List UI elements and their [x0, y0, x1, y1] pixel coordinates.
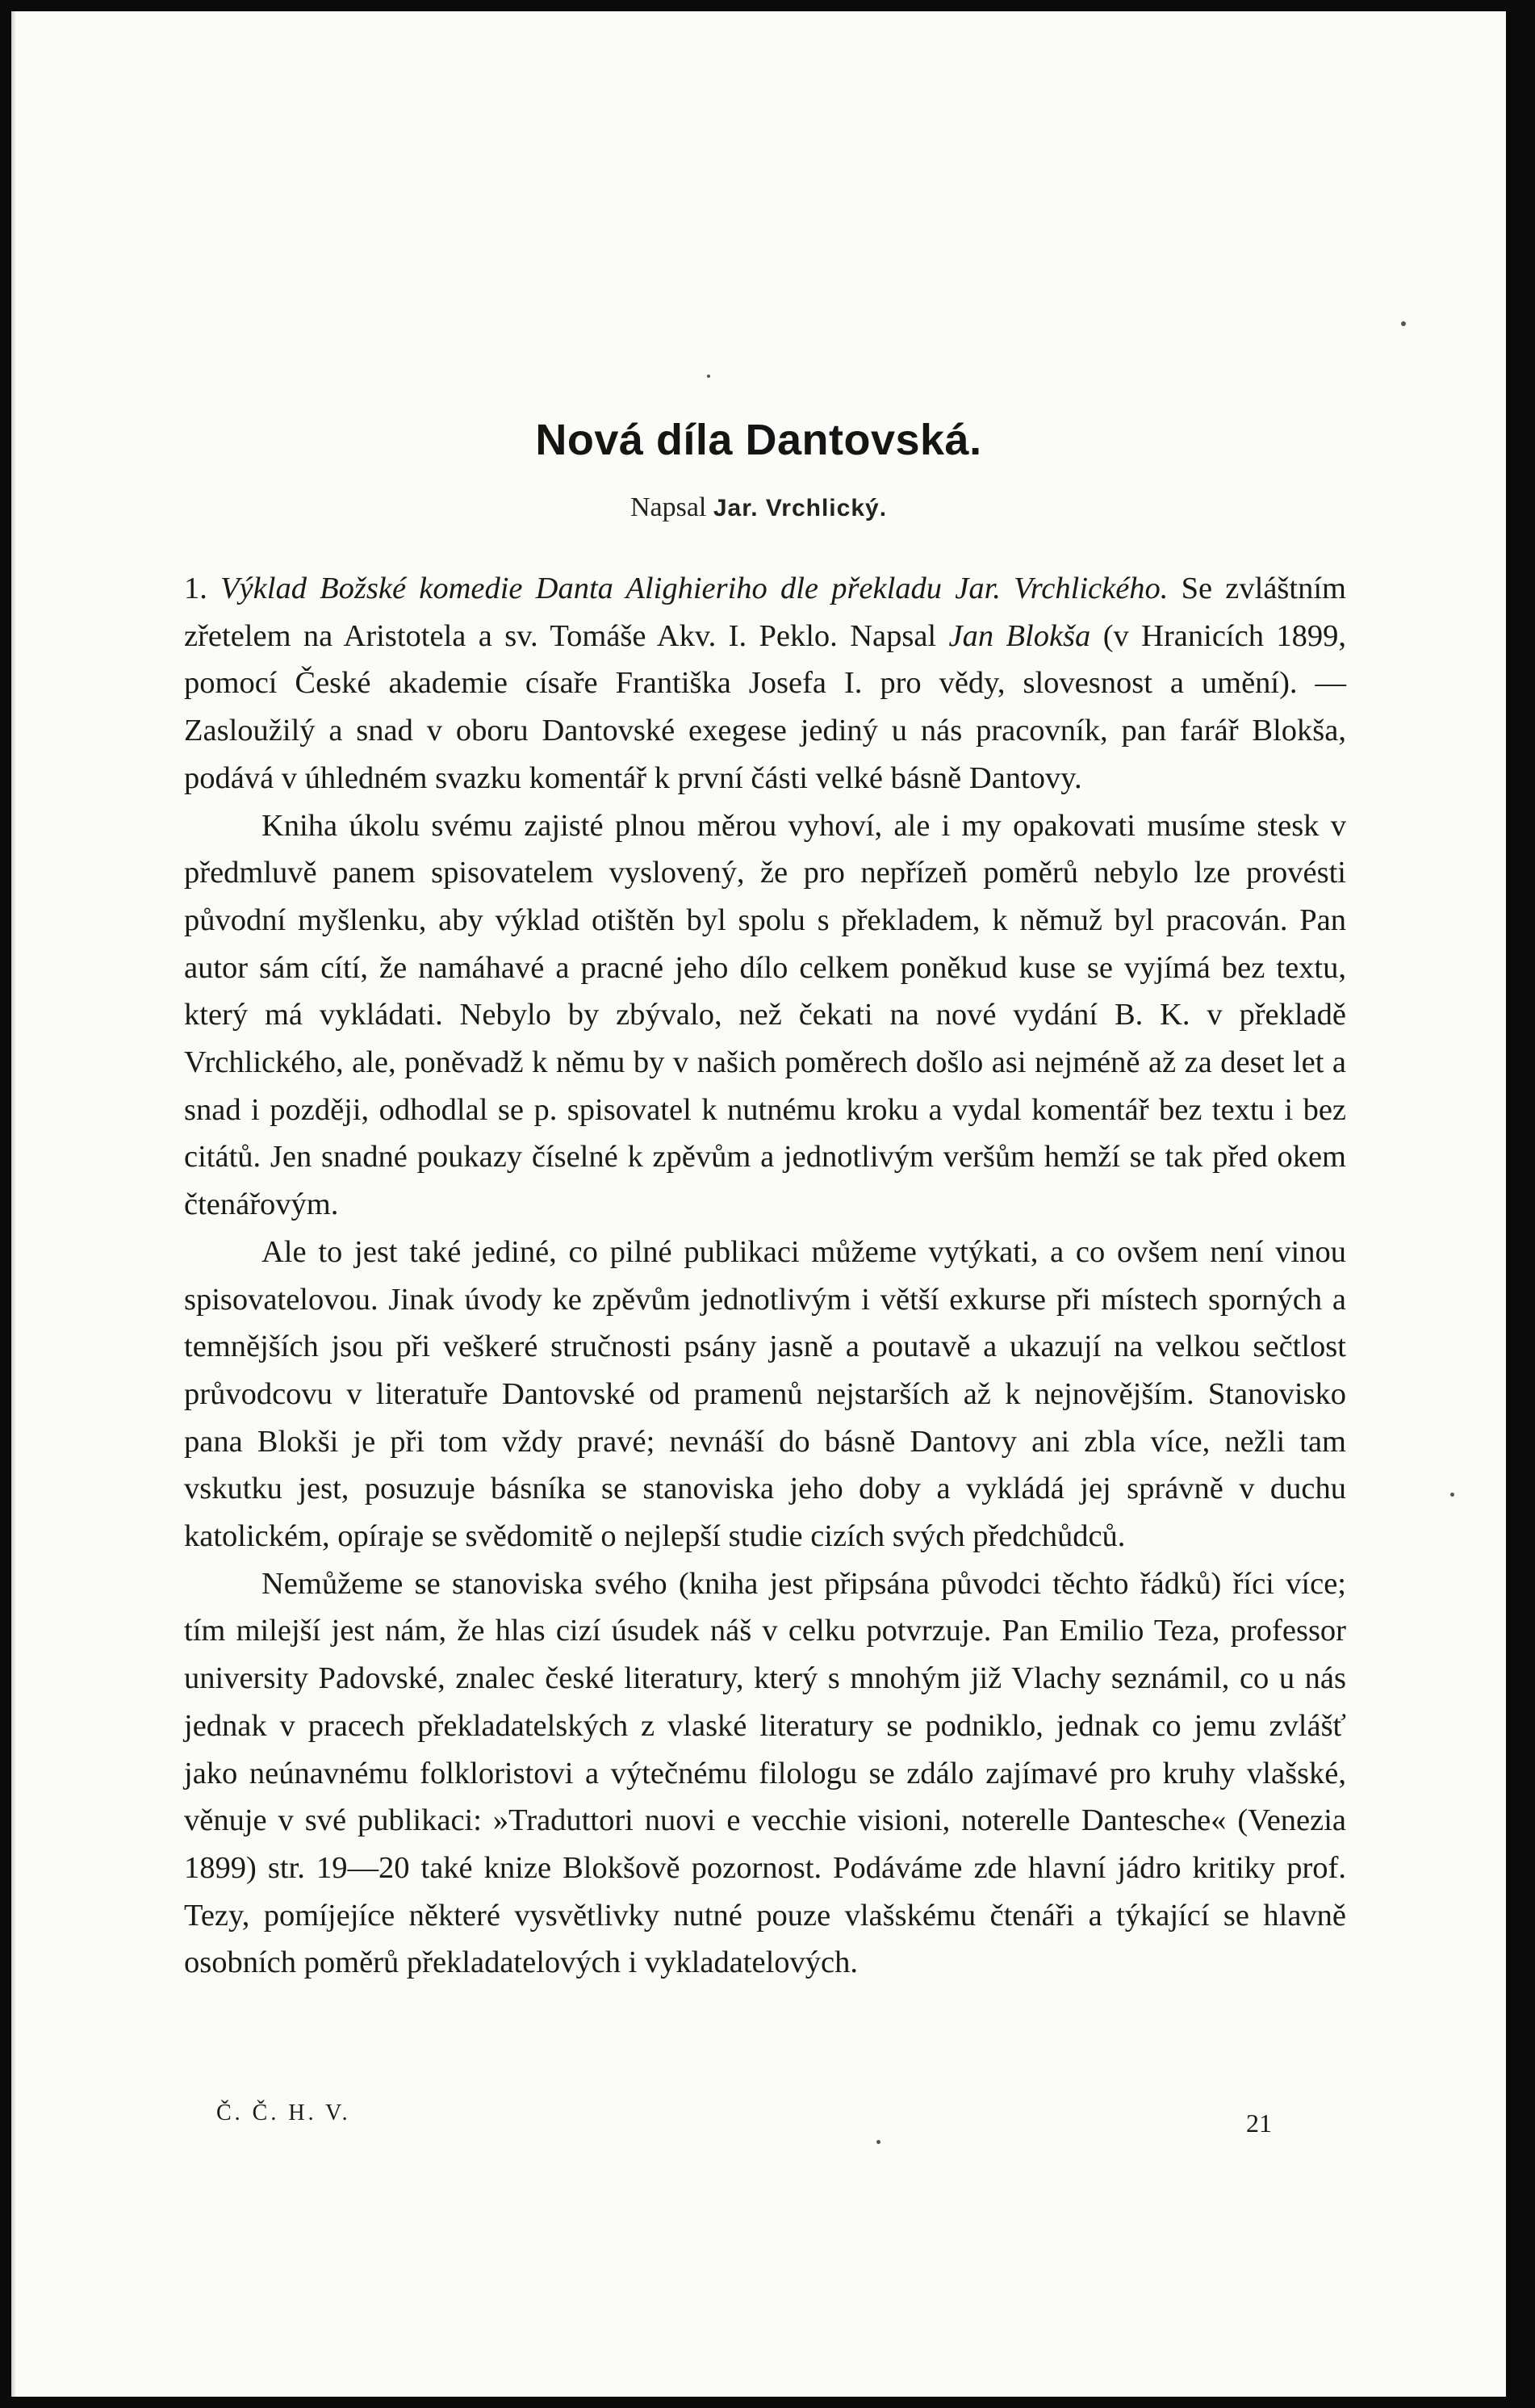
scanned-page	[11, 11, 1506, 2397]
dust-speck	[876, 2140, 880, 2144]
author-name: Jar. Vrchlický.	[713, 495, 888, 521]
byline-prefix: Napsal	[629, 492, 707, 522]
dust-speck	[1401, 321, 1406, 326]
paragraph-2: Kniha úkolu svému zajisté plnou měrou vyhoví, ale i my opakovati musíme stesk v předmluvě panem spisovatelem vyslovený, že pro nepřízeň poměrů nebylo lze provésti původní myšlenku, aby výklad otištěn byl spolu s překladem, k němuž byl pracován. Pan autor sám cítí, že namáhavé a pracné jeho dílo celkem poněkud kuse se vyjímá bez textu, který má vykládati. Nebylo by zbývalo, než čekati na nové vydání B. K. v překladě Vrchlického, ale, poněvadž k němu by v našich poměrech došlo asi nejméně až za deset let a snad i později, odhodlal se p. spisovatel k nutnému kroku a vydal komentář bez textu i bez citátů. Jen snadné poukazy číselné k zpěvům a jednotlivým veršům hemží se tak před okem čtenářovým.	[184, 808, 1346, 1222]
paragraph-1-text-b: (v Hranicích 1899, pomocí České akademie císaře Františka Josefa I. pro vědy, slovesnost a umění). — Zasloužilý a snad v oboru Dantovské exegese jediný u nás pracovník, pan farář Blokša, podává v úhledném svazku komentář k první části velké básně Dantovy.	[184, 618, 1346, 795]
paragraph-1-text-a: Se zvláštním zřetelem na Aristotela a sv. Tomáše Akv. I. Peklo. Napsal	[184, 572, 1346, 653]
paragraph-4: Nemůžeme se stanoviska svého (kniha jest připsána původci těchto řádků) říci více; tím milejší jest nám, že hlas cizí úsudek náš v celku potvrzuje. Pan Emilio Teza, professor university Padovské, znalec české literatury, který s mnohým již Vlachy seznámil, co u nás jednak v pracech překladatelských z vlaské literatury se podniklo, jednak co jemu zvlášť jako neúnavnému folkloristovi a výtečnému filologu se zdálo zajímavé pro kruhy vlašské, věnuje v své publikaci: »Traduttori nuovi e vecchie visioni, noterelle Dantesche« (Venezia 1899) str. 19—20 také knize Blokšově pozornost. Podáváme zde hlavní jádro kritiky prof. Tezy, pomíjejíce některé vysvětlivky nutné pouze vlašskému čtenáři a týkající se hlavně osobních poměrů překladatelových i vykladatelových.	[184, 1566, 1346, 1980]
signature-mark: Č. Č. H. V.	[216, 2100, 351, 2125]
byline	[11, 492, 1506, 523]
book-title: Výklad Božské komedie Danta Alighieriho dle překladu Jar. Vrchlického.	[220, 572, 1169, 605]
page-footer	[184, 2100, 1346, 2157]
article-title: Nová díla Dantovská.	[535, 416, 982, 464]
dust-speck	[1450, 1493, 1454, 1497]
page-number: 21	[1246, 2109, 1272, 2138]
entry-number: 1.	[184, 572, 207, 605]
paragraph-3: Ale to jest také jediné, co pilné publikaci můžeme vytýkati, a co ovšem není vinou spisovatelovou. Jinak úvody ke zpěvům jednotlivým i větší exkurse při místech sporných a temnějších jsou při veškeré stručnosti psány jasně a poutavě a ukazují na velkou sečtlost průvodcovu v literatuře Dantovské od pramenů nejstarších až k nejnovějším. Stanovisko pana Blokši je při tom vždy pravé; nevnáší do básně Dantovy ani zbla více, nežli tam vskutku jest, posuzuje básníka se stanoviska jeho doby a vykládá jej správně v duchu katolickém, opíraje se svědomitě o nejlepší studie cizích svých předchůdců.	[184, 1234, 1346, 1554]
article-body	[184, 565, 1346, 1987]
paragraph-1	[184, 565, 1346, 802]
dust-speck	[707, 375, 710, 378]
book-author: Jan Blokša	[948, 618, 1091, 653]
